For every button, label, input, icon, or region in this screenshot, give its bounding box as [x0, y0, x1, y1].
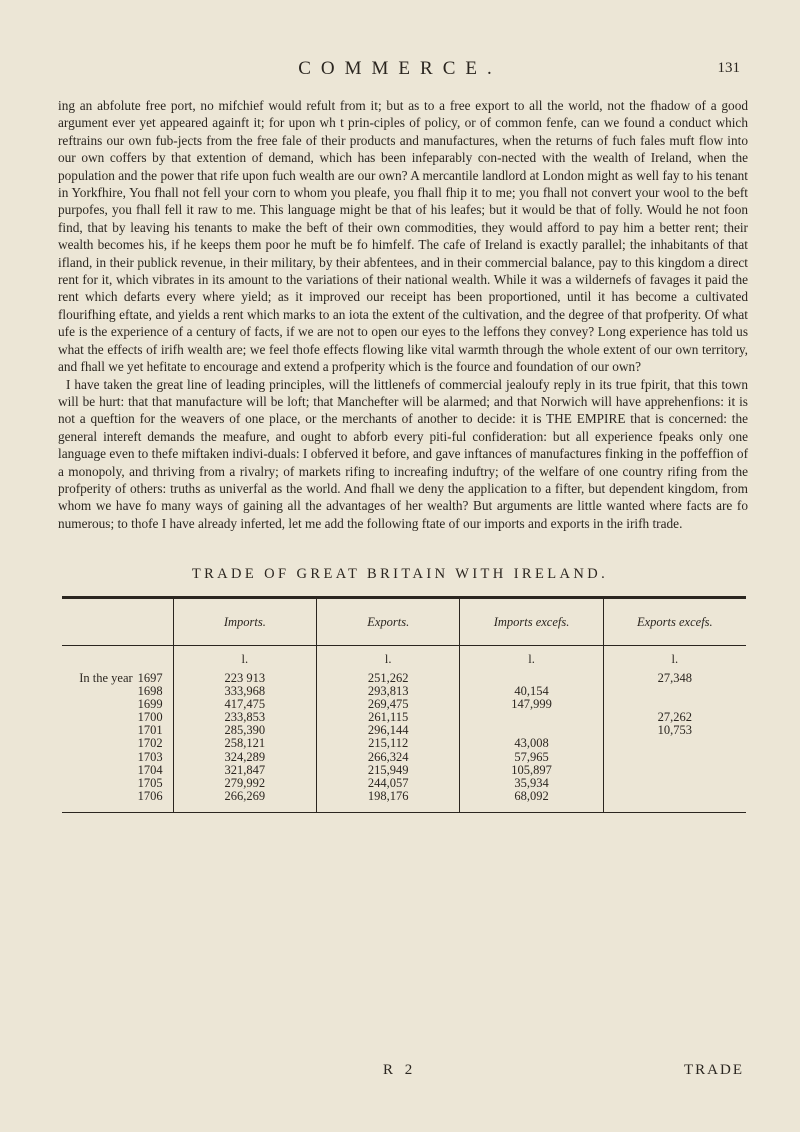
table-row [62, 737, 746, 750]
cell-imports-excess: 57,965 [460, 751, 603, 764]
unit-imports-excess: l. [460, 646, 603, 673]
cell-exports: 198,176 [317, 790, 460, 813]
unit-exports: l. [317, 646, 460, 673]
cell-exports: 215,949 [317, 764, 460, 777]
cell-year: 1701 [137, 723, 163, 738]
year-prefix: In the year [79, 671, 133, 685]
page-footer [0, 1062, 800, 1086]
cell-year: 1703 [137, 749, 163, 764]
table-row [62, 764, 746, 777]
cell-exports: 244,057 [317, 777, 460, 790]
cell-year: 1702 [137, 736, 163, 751]
cell-year: 1706 [137, 788, 163, 803]
cell-exports-excess: 27,348 [603, 672, 746, 685]
header-imports: Imports. [173, 598, 316, 646]
cell-exports: 215,112 [317, 737, 460, 750]
cell-exports-excess [603, 777, 746, 790]
table-row [62, 777, 746, 790]
cell-imports: 321,847 [173, 764, 316, 777]
units-row [62, 646, 746, 673]
unit-imports: l. [173, 646, 316, 673]
unit-exports-excess: l. [603, 646, 746, 673]
cell-exports: 296,144 [317, 724, 460, 737]
cell-year: 1704 [137, 762, 163, 777]
table-header-row [62, 598, 746, 646]
cell-year: 1705 [137, 775, 163, 790]
cell-imports: 223 913 [173, 672, 316, 685]
cell-year: 1698 [137, 684, 163, 699]
table-heading: TRADE OF GREAT BRITAIN WITH IRELAND. [191, 566, 609, 582]
table-row [62, 751, 746, 764]
cell-imports-excess: 147,999 [460, 698, 603, 711]
cell-imports: 324,289 [173, 751, 316, 764]
cell-imports-excess: 43,008 [460, 737, 603, 750]
cell-year: 1699 [137, 697, 163, 712]
cell-imports: 258,121 [173, 737, 316, 750]
cell-imports: 333,968 [173, 685, 316, 698]
cell-exports-excess [603, 685, 746, 698]
cell-exports-excess [603, 790, 746, 813]
header-blank [62, 598, 173, 646]
cell-imports-excess: 40,154 [460, 685, 603, 698]
cell-year: 1697 [137, 671, 163, 685]
cell-year: 1700 [137, 710, 163, 725]
header-exports-excess: Exports excefs. [603, 598, 746, 646]
header-imports-excess: Imports excefs. [460, 598, 603, 646]
cell-exports: 293,813 [317, 685, 460, 698]
body-text [58, 97, 748, 532]
cell-imports-excess: 35,934 [460, 777, 603, 790]
paragraph-2: I have taken the great line of leading principles, will the littlenefs of commercial jealoufy reply in its true fpirit, that this town will be hurt: that that manufacture will be loft; that Manchefter will be alarmed; and that Norwich will have apprehenfions: it is not a queftion for the weavers of one place, or the merchants of another to decide: it is THE EMPIRE that is concerned: the general intereft demands the meafure, and ought to abforb every piti-ful confideration: but all experience fpeaks only one language even to thefe miftaken indivi-duals: I obferved it before, and gave inftances of manufactures finking in the poffeffion of a monopoly, and thriving from a rivalry; of markets rifing to increafing induftry; of the welfare of one country rifing from the profperity of others: truths as univerfal as the world. And fhall we deny the application to a fifter, but dependent kingdom, from whom we have fo many ways of gaining all the advantages of her wealth? But arguments are little wanted where facts are fo numerous; to thofe I have already inferted, let me add the following ftate of our imports and exports in the irifh trade. [58, 376, 748, 531]
cell-exports-excess: 27,262 [603, 711, 746, 724]
signature-mark: R 2 [383, 1062, 417, 1078]
cell-imports: 266,269 [173, 790, 316, 813]
cell-exports: 269,475 [317, 698, 460, 711]
cell-imports: 285,390 [173, 724, 316, 737]
trade-table [62, 596, 746, 813]
cell-exports: 251,262 [317, 672, 460, 685]
page-header [0, 58, 800, 88]
cell-imports-excess [460, 711, 603, 724]
cell-exports: 261,115 [317, 711, 460, 724]
cell-exports-excess [603, 751, 746, 764]
cell-imports: 417,475 [173, 698, 316, 711]
cell-exports-excess [603, 764, 746, 777]
catchword: TRADE [684, 1062, 744, 1078]
cell-exports: 266,324 [317, 751, 460, 764]
header-exports: Exports. [317, 598, 460, 646]
cell-imports-excess: 105,897 [460, 764, 603, 777]
cell-imports-excess: 68,092 [460, 790, 603, 813]
running-title: COMMERCE. [298, 58, 502, 79]
cell-imports: 233,853 [173, 711, 316, 724]
cell-exports-excess: 10,753 [603, 724, 746, 737]
cell-exports-excess [603, 737, 746, 750]
paragraph-1: ing an abfolute free port, no mifchief would refult from it; but as to a free export to all the world, not the fhadow of a good argument ever yet appeared againft it; for upon wh t prin-ciples of policy, or of common fenfe, can we found a conduct which reftrains our own fub-jects from the free fale of their products and manufactures, when the returns of fuch fales muft flow into our own coffers by that extention of demand, which has been infeparably con-nected with the wealth of Ireland, when the population and the power that rife upon fuch wealth are our own? A mercantile landlord at London might as well fay to his tenant in Yorkfhire, You fhall not fell your corn to whom you pleafe, you fhall fhip it to me; you fhall not convert your wool to the beft purpofes, you fhall fell it raw to me. This language might be that of his leafes; but it would be that of folly. Would he not foon find, that by leaving his tenants to make the beft of their own commodities, they would afford to pay him a better rent; their wealth becomes his, if he keeps them poor he muft be fo himfelf. The cafe of Ireland is exactly parallel; the inhabitants of that ifland, in their publick revenue, in their military, by their abfentees, and in their commercial balance, pay to this kingdom a direct rent for it, which vibrates in its amount to the variations of their national wealth. While it was a wildernefs of favages it paid the rent which defarts every where yield; as it improved our receipt has been proportioned, until it has become a cultivated flourifhing eftate, and yields a rent which marks to an iota the extent of the cultivation, and the degree of that profperity. Of what ufe is the experience of a century of facts, if we are not to open our eyes to the leffons they convey? Long experience has told us what the effects of irifh wealth are; we feel thofe effects flowing like vital warmth through the whole extent of our own territory, and fhall we yet hefitate to encourage and extend a profperity which is the fource and foundation of our own? [58, 98, 748, 375]
cell-imports: 279,992 [173, 777, 316, 790]
page-number: 131 [717, 60, 740, 76]
table-row [62, 790, 746, 813]
